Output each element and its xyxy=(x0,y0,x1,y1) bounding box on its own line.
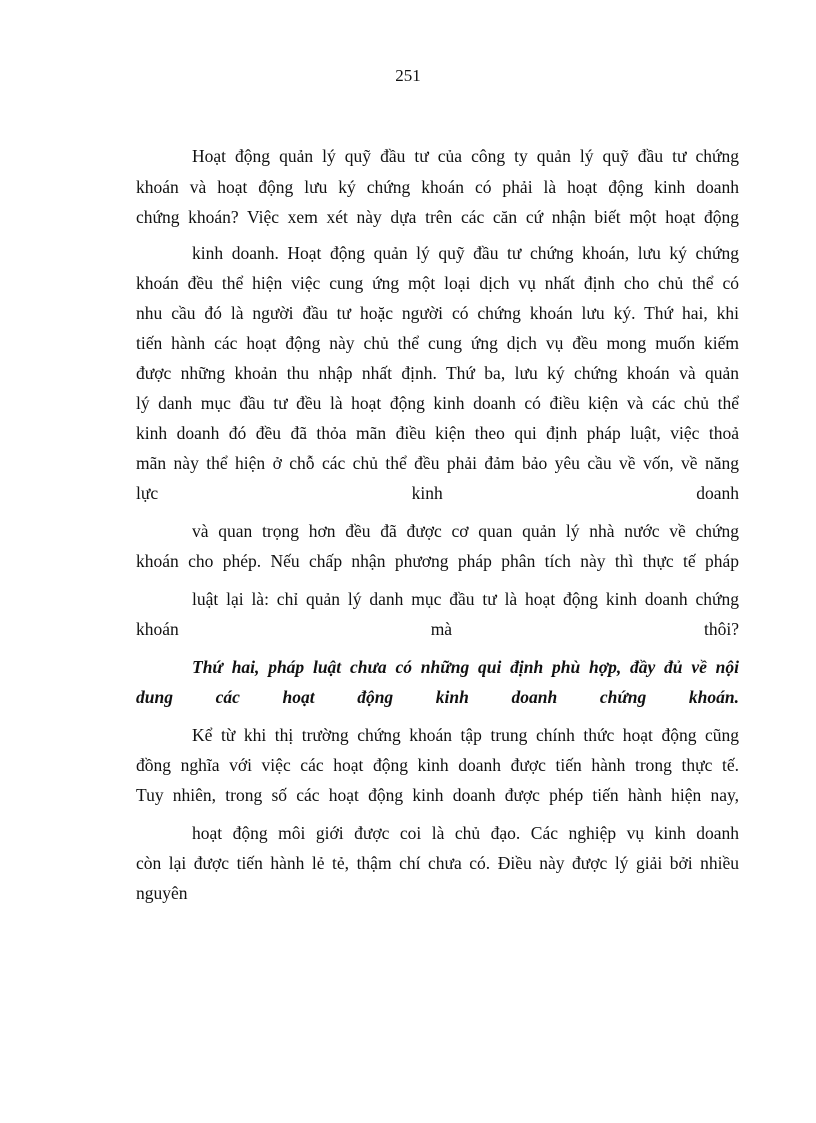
text-line: tiến hành các hoạt động này chủ thể cung ứng dịch vụ đều mong muốn kiếm xyxy=(136,333,739,353)
text-line: khoán đều thể hiện việc cung ứng một loại dịch vụ nhất định cho chủ thể có xyxy=(136,273,739,293)
text-line: và quan trọng hơn đều đã được cơ quan quản lý nhà nước về chứng xyxy=(192,521,739,541)
text-line: Kể từ khi thị trường chứng khoán tập trung chính thức hoạt động cũng xyxy=(192,725,739,745)
section-heading-line: Thứ hai, pháp luật chưa có những qui định phù hợp, đầy đủ về nội xyxy=(192,657,739,677)
section-heading-line: dung các hoạt động kinh doanh chứng khoán. xyxy=(136,687,739,707)
text-line: còn lại được tiến hành lẻ tẻ, thậm chí chưa có. Điều này được lý giải bởi nhiều xyxy=(136,853,739,873)
text-line: mãn này thể hiện ở chỗ các chủ thể đều phải đảm bảo yêu cầu về vốn, về năng xyxy=(136,453,739,473)
text-line: Tuy nhiên, trong số các hoạt động kinh doanh được phép tiến hành hiện nay, xyxy=(136,785,739,805)
text-line: Hoạt động quản lý quỹ đầu tư của công ty quản lý quỹ đầu tư chứng xyxy=(192,146,739,166)
text-line: khoán mà thôi? xyxy=(136,619,739,639)
text-line: kinh doanh đó đều đã thỏa mãn điều kiện theo qui định pháp luật, việc thoả xyxy=(136,423,739,443)
text-line: nhu cầu đó là người đầu tư hoặc người có chứng khoán lưu ký. Thứ hai, khi xyxy=(136,303,739,323)
text-line: khoán và hoạt động lưu ký chứng khoán có phải là hoạt động kinh doanh xyxy=(136,177,739,197)
text-line: hoạt động môi giới được coi là chủ đạo. Các nghiệp vụ kinh doanh xyxy=(192,823,739,843)
text-line: lực kinh doanh xyxy=(136,483,739,503)
text-line: được những khoản thu nhập nhất định. Thứ ba, lưu ký chứng khoán và quản xyxy=(136,363,739,383)
text-line: khoán cho phép. Nếu chấp nhận phương pháp phân tích này thì thực tế pháp xyxy=(136,551,739,571)
text-line: chứng khoán? Việc xem xét này dựa trên các căn cứ nhận biết một hoạt động xyxy=(136,207,739,227)
text-line: nguyên xyxy=(136,883,188,903)
page-number: 251 xyxy=(395,66,421,85)
text-line: đồng nghĩa với việc các hoạt động kinh doanh được tiến hành trong thực tế. xyxy=(136,755,739,775)
text-line: lý danh mục đầu tư đều là hoạt động kinh doanh có điều kiện và các chủ thể xyxy=(136,393,739,413)
text-line: kinh doanh. Hoạt động quản lý quỹ đầu tư chứng khoán, lưu ký chứng xyxy=(192,243,739,263)
text-line: luật lại là: chỉ quản lý danh mục đầu tư là hoạt động kinh doanh chứng xyxy=(192,589,739,609)
